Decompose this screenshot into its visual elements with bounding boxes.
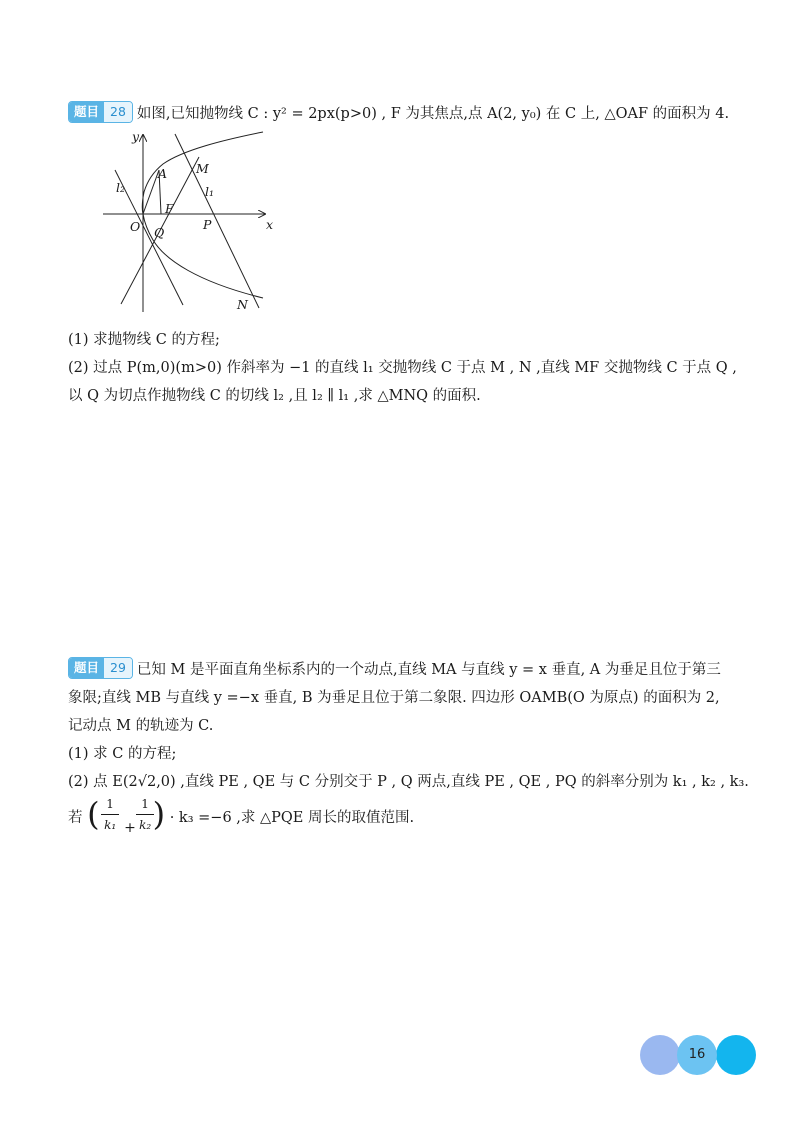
condition-prefix: 若 [68,810,83,826]
fraction-2-numerator: 1 [141,797,149,811]
line-l2 [115,170,183,305]
question-2-line-1: (2) 过点 P(m,0)(m>0) 作斜率为 −1 的直线 l₁ 交抛物线 C 于点 M , N ,直线 MF 交抛物线 C 于点 Q , [68,360,737,376]
fraction-1 [100,796,120,833]
problem-29-statement [68,656,733,684]
parabola-curve [142,132,263,298]
condition-suffix: · k₃ =−6 ,求 △PQE 周长的取值范围. [169,810,415,826]
statement-text: 已知 M 是平面直角坐标系内的一个动点,直线 MA 与直线 y = x 垂直, A 为垂足且位于第三 [136,662,721,678]
pager-circle-left [640,1035,680,1075]
page-number-badge [640,1035,760,1075]
plus-sign: + [124,820,136,836]
label-x: x [266,217,274,232]
statement-line-2: 象限;直线 MB 与直线 y =−x 垂直, B 为垂足且位于第二象限. 四边形 OAMB(O 为原点) 的面积为 2, [68,690,720,706]
label-l1: l₁ [205,184,215,199]
fraction-1-numerator: 1 [106,797,114,811]
fraction-1-denominator: k₁ [104,818,117,832]
badge-number: 28 [104,102,132,122]
label-o: O [130,219,141,234]
pager-circle-right [716,1035,756,1075]
label-f: F [165,201,174,216]
badge-number: 29 [104,658,132,678]
statement-line-3: 记动点 M 的轨迹为 C. [68,718,214,734]
label-m: M [196,161,209,176]
badge-label: 题目 [69,102,104,122]
question-2-line-2: 以 Q 为切点作抛物线 C 的切线 l₂ ,且 l₂ ∥ l₁ ,求 △MNQ 的面积. [68,388,481,404]
fraction-bar [136,814,154,815]
label-n: N [237,297,248,312]
right-paren: ) [152,795,166,833]
parabola-figure [103,130,273,320]
label-p: P [203,217,212,232]
label-a: A [158,166,168,181]
problem-badge [68,657,133,679]
fraction-bar [101,814,119,815]
label-l2: l₂ [116,180,126,195]
problem-28 [68,100,737,410]
statement-text: 如图,已知抛物线 C : y² = 2px(p>0) , F 为其焦点,点 A(2, y₀) 在 C 上, △OAF 的面积为 4. [136,106,730,122]
page-number: 16 [688,1047,706,1062]
line-l1 [175,134,259,308]
question-1: (1) 求 C 的方程; [68,746,177,762]
label-y: y [132,129,140,144]
badge-label: 题目 [69,658,104,678]
problem-badge [68,101,133,123]
question-2-line-1: (2) 点 E(2√2,0) ,直线 PE , QE 与 C 分别交于 P , Q 两点,直线 PE , QE , PQ 的斜率分别为 k₁ , k₂ , k₃. [68,774,749,790]
problem-28-statement [68,100,733,128]
label-q: Q [154,225,165,240]
problem-29 [68,656,749,840]
question-2-line-2 [68,796,733,840]
left-paren: ( [87,795,100,833]
question-1: (1) 求抛物线 C 的方程; [68,332,220,348]
parabola-diagram [103,130,273,320]
reciprocal-sum-expression [87,796,165,836]
fraction-2-denominator: k₂ [139,818,152,832]
